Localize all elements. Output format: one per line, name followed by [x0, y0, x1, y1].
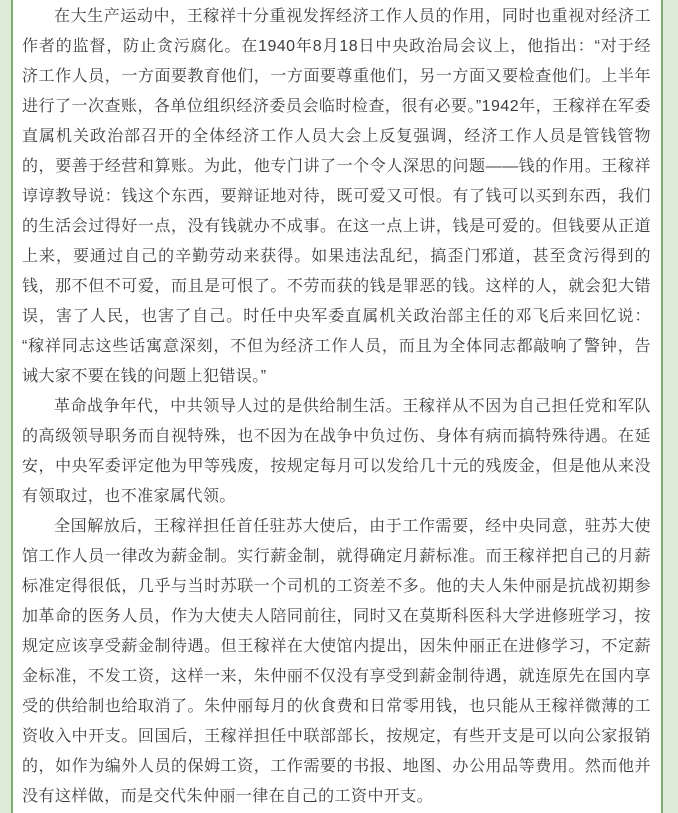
- right-green-rail: [661, 0, 678, 813]
- paragraph-wartime-supply-system: 革命战争年代，中共领导人过的是供给制生活。王稼祥从不因为自己担任党和军队的高级领导职务而自视特殊，也不因为在战争中负过伤、身体有病而搞特殊待遇。在延安，中央军委评定他为甲等残废，按规定每月可以发给几十元的残废金，但是他从来没有领取过，也不准家属代领。: [22, 398, 651, 505]
- paragraph-economic-work: 在大生产运动中，王稼祥十分重视发挥经济工作人员的作用，同时也重视对经济工作者的监督，防止贪污腐化。在1940年8月18日中央政治局会议上，他指出：“对于经济工作人员，一方面要教育他们，一方面要尊重他们，另一方面又要检查他们。上半年进行了一次查账，各单位组织经济委员会临时检查，很有必要。”1942年，王稼祥在军委直属机关政治部召开的全体经济工作人员大会上反复强调，经济工作人员是管钱管物的，要善于经营和算账。为此，他专门讲了一个令人深思的问题——钱的作用。王稼祥谆谆教导说：钱这个东西，要辩证地对待，既可爱又可恨。有了钱可以买到东西，我们的生活会过得好一点，没有钱就办不成事。在这一点上讲，钱是可爱的。但钱要从正道上来，要通过自己的辛勤劳动来获得。如果违法乱纪，搞歪门邪道，甚至贪污得到的钱，那不但不可爱，而且是可恨了。不劳而获的钱是罪恶的钱。这样的人，就会犯大错误，害了人民，也害了自己。时任中央军委直属机关政治部主任的邓飞后来回忆说：“稼祥同志这些话寓意深刻，不但为经济工作人员，而且为全体同志都敲响了警钟，告诫大家不要在钱的问题上犯错误。”: [22, 8, 651, 385]
- paragraph-ambassador-salary: 全国解放后，王稼祥担任首任驻苏大使后，由于工作需要，经中央同意，驻苏大使馆工作人员一律改为薪金制。实行薪金制，就得确定月薪标准。而王稼祥把自己的月薪标准定得很低，几乎与当时苏联一个司机的工资差不多。他的夫人朱仲丽是抗战初期参加革命的医务人员，作为大使夫人陪同前往，同时又在莫斯科医科大学进修班学习，按规定应该享受薪金制待遇。但王稼祥在大使馆内提出，因朱仲丽正在进修学习，不定薪金标准，不发工资，这样一来，朱仲丽不仅没有享受到薪金制待遇，就连原先在国内享受的供给制也给取消了。朱仲丽每月的伙食费和日常零用钱，也只能从王稼祥微薄的工资收入中开支。回国后，王稼祥担任中联部部长，按规定，有些开支是可以向公家报销的，如作为编外人员的保姆工资，工作需要的书报、地图、办公用品等费用。然而他并没有这样做，而是交代朱仲丽一律在自己的工资中开支。: [22, 518, 651, 805]
- left-green-rail: [0, 0, 13, 813]
- article-body: [13, 0, 661, 813]
